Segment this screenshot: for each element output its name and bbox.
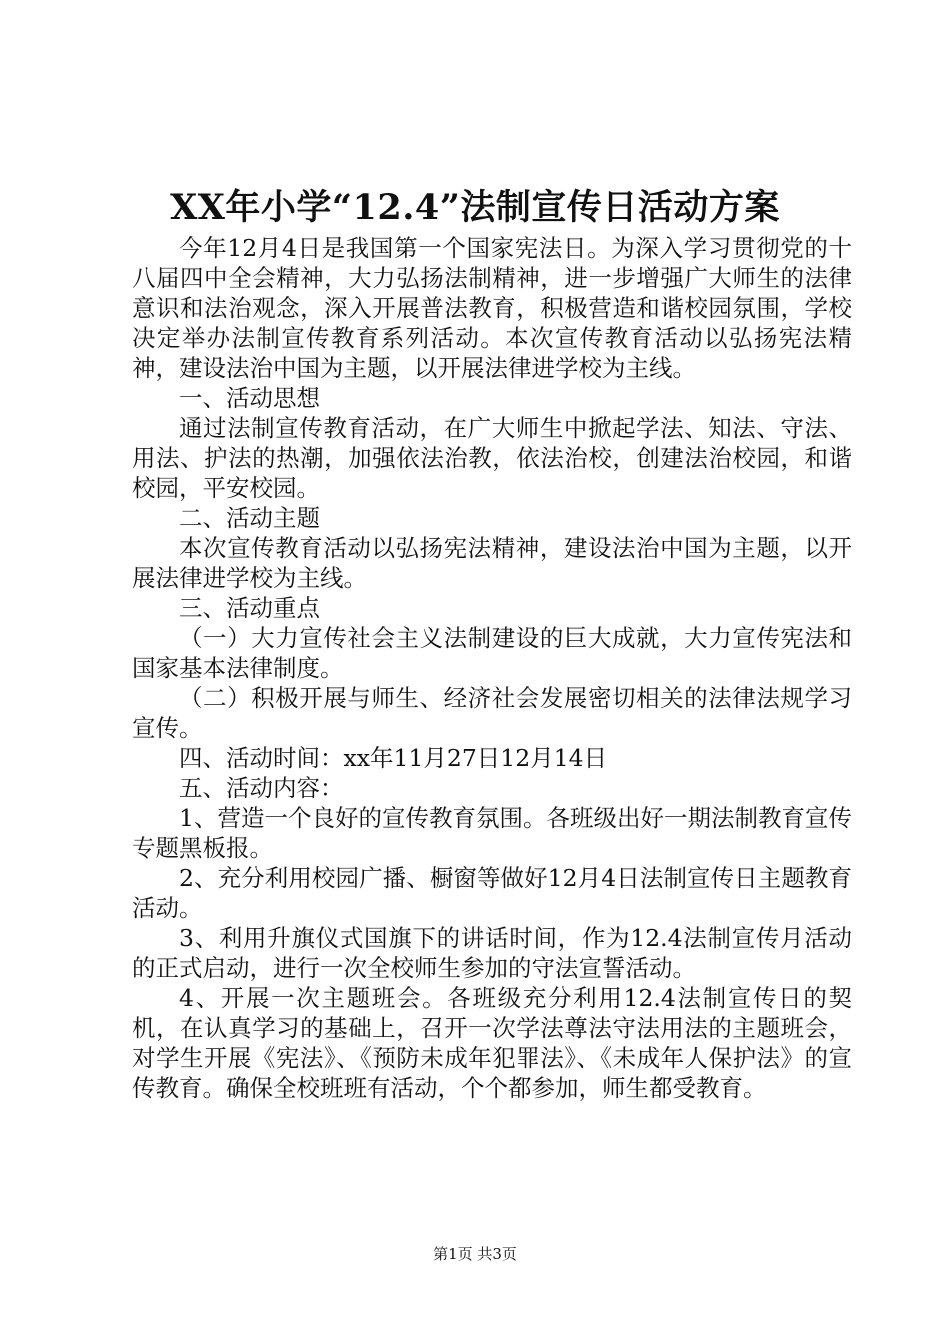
activity-theme-paragraph: 本次宣传教育活动以弘扬宪法精神，建设法治中国为主题，以开展法律进学校为主线。 (132, 534, 852, 592)
section-heading-activity-content: 五、活动内容： (179, 774, 344, 802)
document-title: XX年小学“12.4”法制宣传日活动方案 (170, 187, 780, 228)
section-heading-activity-idea: 一、活动思想 (179, 384, 320, 412)
activity-focus-item-1: （一）大力宣传社会主义法制建设的巨大成就，大力宣传宪法和国家基本法律制度。 (132, 624, 852, 682)
section-heading-activity-focus: 三、活动重点 (179, 594, 320, 622)
activity-focus-item-2: （二）积极开展与师生、经济社会发展密切相关的法律法规学习宣传。 (132, 684, 852, 742)
activity-content-item-1: 1、营造一个良好的宣传教育氛围。各班级出好一期法制教育宣传专题黑板报。 (132, 804, 852, 862)
section-heading-activity-theme: 二、活动主题 (179, 504, 320, 532)
page-footer: 第1页 共3页 (433, 1245, 517, 1263)
section-heading-activity-time: 四、活动时间：xx年11月27日12月14日 (179, 744, 608, 772)
document-body (132, 233, 852, 1103)
intro-paragraph: 今年12月4日是我国第一个国家宪法日。为深入学习贯彻党的十八届四中全会精神，大力弘扬法制精神，进一步增强广大师生的法律意识和法治观念，深入开展普法教育，积极营造和谐校园氛围，学校决定举办法制宣传教育系列活动。本次宣传教育活动以弘扬宪法精神，建设法治中国为主题，以开展法律进学校为主线。 (132, 234, 852, 382)
activity-content-item-2: 2、充分利用校园广播、橱窗等做好12月4日法制宣传日主题教育活动。 (132, 864, 852, 922)
activity-idea-paragraph: 通过法制宣传教育活动，在广大师生中掀起学法、知法、守法、用法、护法的热潮，加强依法治教，依法治校，创建法治校园，和谐校园，平安校园。 (132, 414, 852, 502)
activity-content-item-4: 4、开展一次主题班会。各班级充分利用12.4法制宣传日的契机，在认真学习的基础上，召开一次学法尊法守法用法的主题班会，对学生开展《宪法》、《预防未成年犯罪法》、《未成年人保护法》的宣传教育。确保全校班班有活动，个个都参加，师生都受教育。 (132, 984, 852, 1102)
activity-content-item-3: 3、利用升旗仪式国旗下的讲话时间，作为12.4法制宣传月活动的正式启动，进行一次全校师生参加的守法宣誓活动。 (132, 924, 852, 982)
